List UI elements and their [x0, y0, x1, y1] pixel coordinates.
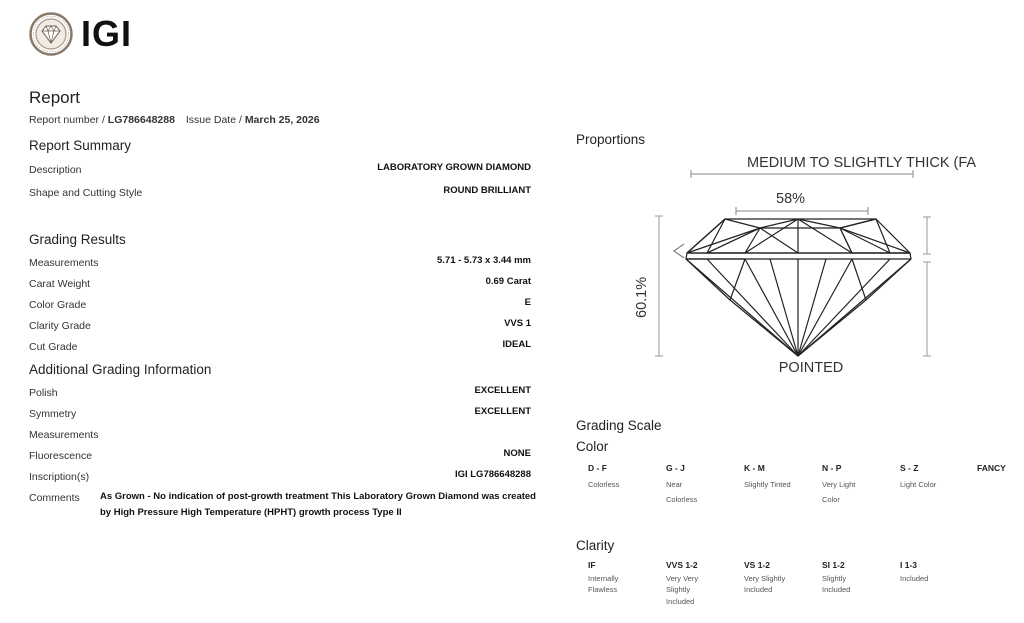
additional-label-measurements: Measurements: [29, 429, 99, 441]
grading-label-cut: Cut Grade: [29, 341, 78, 353]
summary-value-shape: ROUND BRILLIANT: [443, 185, 531, 196]
color-scale-desc: Slightly Tinted: [744, 480, 791, 489]
brand-logo: [29, 12, 132, 56]
color-scale-code: N - P: [822, 463, 842, 473]
additional-label-inscription: Inscription(s): [29, 471, 90, 483]
grading-value-clarity: VVS 1: [504, 318, 531, 329]
clarity-scale-heading: Clarity: [576, 538, 615, 553]
girdle-measure-line: [691, 170, 913, 178]
clarity-scale-code: VS 1-2: [744, 560, 770, 570]
additional-value-inscription: IGI LG786648288: [454, 469, 531, 480]
additional-value-polish: EXCELLENT: [474, 385, 531, 396]
grading-label-color: Color Grade: [29, 299, 87, 311]
proportions-heading: Proportions: [576, 132, 646, 147]
report-number-label: Report number /: [29, 114, 108, 126]
girdle-label: MEDIUM TO SLIGHTLY THICK (FA: [747, 155, 977, 171]
color-scale-code: G - J: [666, 463, 685, 473]
color-scale-desc: Light Color: [900, 480, 937, 489]
summary-label-shape: Shape and Cutting Style: [29, 187, 143, 199]
comments-value: As Grown - No indication of post-growth treatment This Laboratory Grown Diamond was created by High Pressure High Temperature (HPHT) growth process Type II: [100, 491, 536, 518]
additional-value-symmetry: EXCELLENT: [474, 406, 531, 417]
clarity-scale-desc: Included: [900, 574, 929, 583]
additional-label-fluorescence: Fluorescence: [29, 450, 93, 462]
clarity-scale-code: IF: [588, 560, 596, 570]
table-measure-line: [736, 207, 868, 215]
brand-name: IGI: [81, 13, 133, 54]
report-number-value: LG786648288: [107, 114, 175, 126]
grading-value-measurements: 5.71 - 5.73 x 3.44 mm: [436, 255, 531, 266]
summary-heading: Report Summary: [29, 138, 132, 153]
issue-date-value: March 25, 2026: [244, 114, 320, 126]
clarity-scale-code: SI 1-2: [822, 560, 845, 570]
issue-date-label: Issue Date /: [185, 114, 245, 126]
grading-value-color: E: [524, 297, 531, 308]
grading-heading: Grading Results: [29, 232, 126, 247]
grading-value-carat: 0.69 Carat: [485, 276, 531, 287]
grading-scale-heading: Grading Scale: [576, 418, 662, 433]
clarity-scale-desc: Flawless: [588, 585, 618, 594]
color-scale-desc: Colorless: [666, 495, 698, 504]
diamond-proportions-diagram: [600, 150, 1024, 380]
clarity-scale-desc: Slightly: [666, 585, 691, 594]
clarity-scale-desc: Included: [822, 585, 851, 594]
height-measure-lines: [923, 217, 931, 356]
grading-label-measurements: Measurements: [29, 257, 99, 269]
comments-label: Comments: [29, 492, 80, 504]
color-scale-desc: Color: [822, 495, 840, 504]
grading-label-clarity: Clarity Grade: [29, 320, 91, 332]
color-scale-desc: Very Light: [822, 480, 856, 489]
depth-measure-line: [655, 216, 663, 356]
color-scale-desc: Near: [666, 480, 683, 489]
summary-value-description: LABORATORY GROWN DIAMOND: [377, 162, 531, 173]
depth-percent-label: 60.1%: [634, 276, 650, 318]
additional-value-fluorescence: NONE: [503, 448, 531, 459]
igi-seal-icon: [29, 12, 73, 56]
clarity-scale-code: VVS 1-2: [666, 560, 698, 570]
report-heading: Report: [29, 88, 81, 107]
additional-label-polish: Polish: [29, 387, 58, 399]
additional-label-symmetry: Symmetry: [29, 408, 77, 420]
color-scale-code: FANCY: [977, 463, 1006, 473]
report-meta: [29, 114, 320, 126]
clarity-scale-desc: Included: [744, 585, 773, 594]
clarity-scale-desc: Very Slightly: [744, 574, 786, 583]
girdle-arrow-icon: [674, 244, 684, 258]
color-scale-code: S - Z: [900, 463, 919, 473]
culet-label: POINTED: [778, 360, 844, 376]
color-scale-code: D - F: [588, 463, 607, 473]
additional-heading: Additional Grading Information: [29, 362, 212, 377]
grading-value-cut: IDEAL: [502, 339, 531, 350]
color-scale-code: K - M: [744, 463, 765, 473]
grading-label-carat: Carat Weight: [29, 278, 91, 290]
clarity-scale-desc: Included: [666, 597, 695, 606]
clarity-scale-code: I 1-3: [900, 560, 918, 570]
summary-label-description: Description: [29, 164, 82, 176]
clarity-scale-desc: Slightly: [822, 574, 847, 583]
clarity-scale-desc: Internally: [588, 574, 619, 583]
color-scale-heading: Color: [576, 439, 609, 454]
diamond-drawing: [686, 219, 911, 356]
color-scale-desc: Colorless: [588, 480, 620, 489]
table-percent-label: 58%: [776, 191, 806, 207]
clarity-scale-desc: Very Very: [666, 574, 699, 583]
